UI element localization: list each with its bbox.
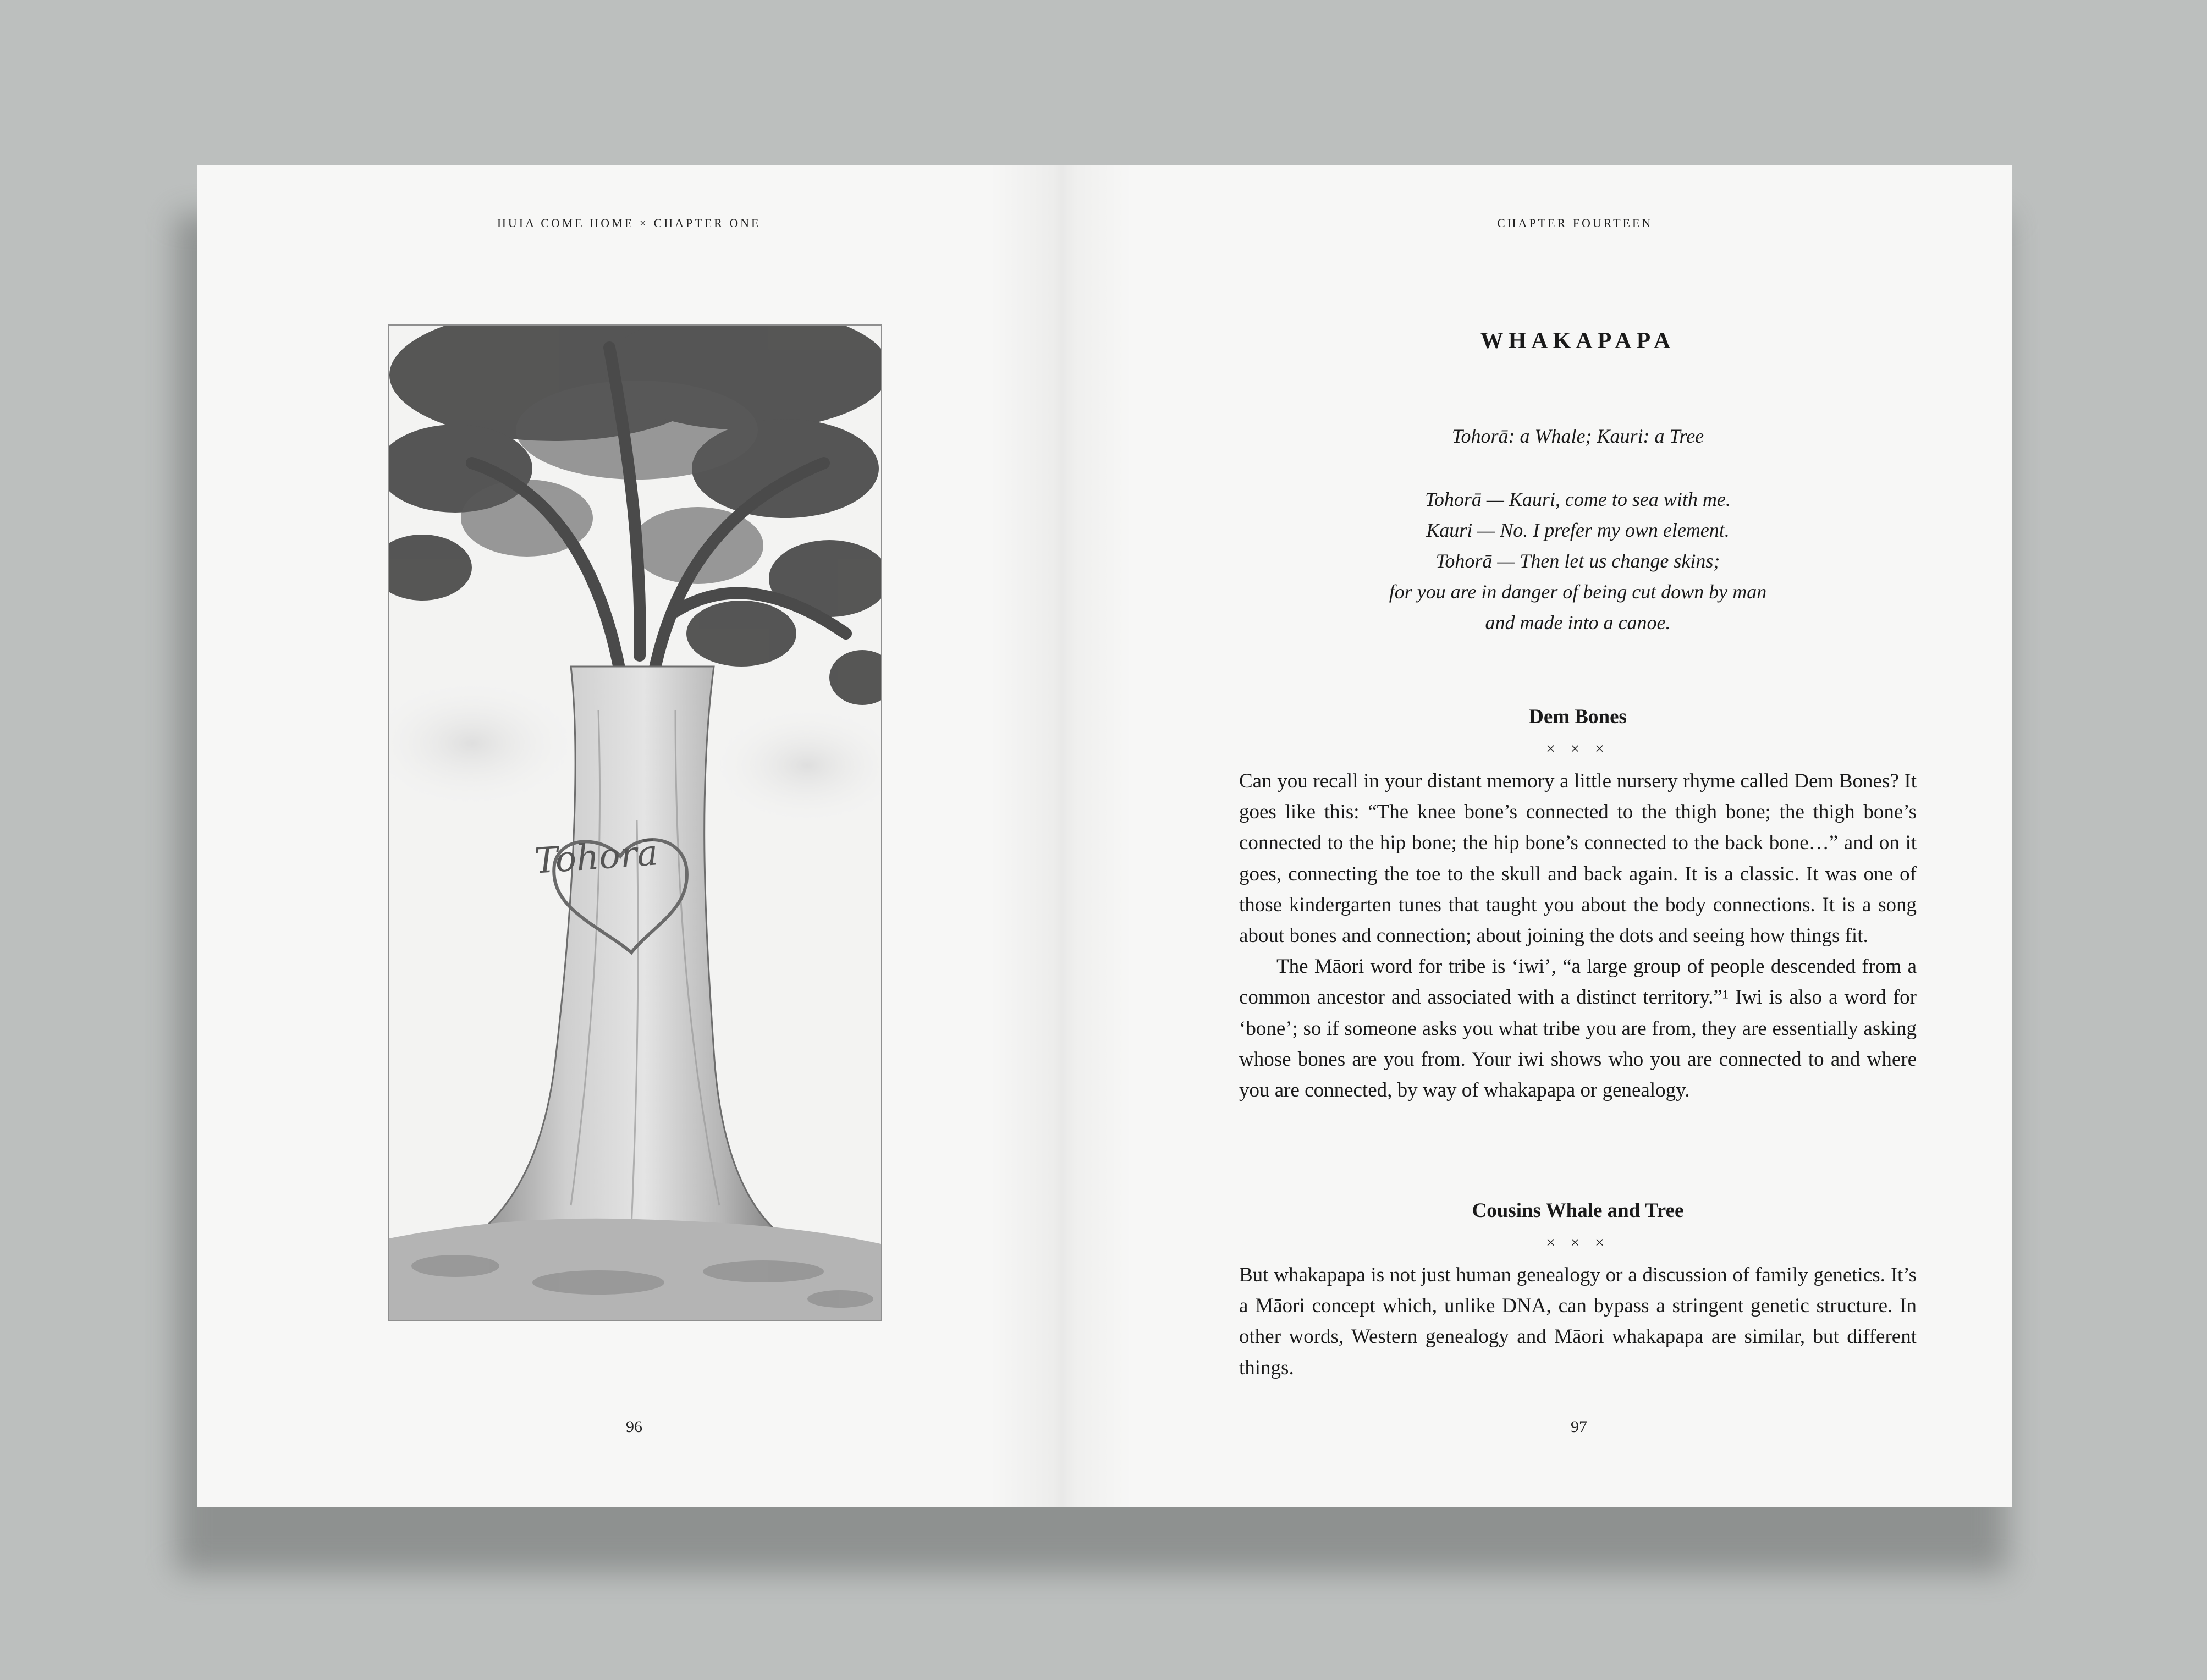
poem-line: Tohorā — Then let us change skins;: [1435, 550, 1720, 572]
tree-illustration: [388, 324, 882, 1321]
left-folio: 96: [626, 1418, 642, 1436]
poem-line: Tohorā — Kauri, come to sea with me.: [1425, 488, 1731, 510]
body-paragraph: The Māori word for tribe is ‘iwi’, “a large group of people descended from a common ancestor and associated with a distinct territory.”¹ Iwi is also a word for ‘bone’; so if someone asks you what tribe you are from, they are essentially asking whose bones are you from. Your iwi shows who you are connected to and where you are connected, by way of whakapapa or genealogy.: [1239, 955, 1917, 1102]
poem-line: and made into a canoe.: [1485, 612, 1671, 634]
section-body-cousins: [1239, 1260, 1917, 1384]
book-gutter: [990, 165, 1133, 1507]
section-body-dem-bones: [1239, 766, 1917, 1106]
body-paragraph: Can you recall in your distant memory a little nursery rhyme called Dem Bones? It goes like this: “The knee bone’s connected to the thigh bone; the thigh bone’s connected to the hip bone; the hip bone’s connected to the back bone…” and on it goes, connecting the toe to the skull and back again. It is a classic. It was one of those kindergarten tunes that taught you about the body connections. It is a song about bones and connection; about joining the dots and seeing how things fit.: [1239, 770, 1917, 948]
section-ornament: × × ×: [1546, 1233, 1610, 1252]
poem-line: Kauri — No. I prefer my own element.: [1426, 519, 1730, 541]
chapter-title: WHAKAPAPA: [1480, 328, 1676, 354]
poem-title: Tohorā: a Whale; Kauri: a Tree: [1451, 425, 1704, 447]
body-paragraph: But whakapapa is not just human genealogy or a discussion of family genetics. It’s a Māori concept which, unlike DNA, can bypass a stringent genetic structure. In other words, Western genealogy and Māori whakapapa are similar, but different things.: [1239, 1264, 1917, 1379]
section-heading-cousins: Cousins Whale and Tree: [1472, 1199, 1684, 1222]
poem: [1239, 484, 1917, 638]
right-folio: 97: [1571, 1418, 1587, 1436]
left-running-head: HUIA COME HOME × CHAPTER ONE: [497, 216, 761, 230]
section-heading-dem-bones: Dem Bones: [1529, 706, 1627, 728]
right-running-head: CHAPTER FOURTEEN: [1497, 216, 1653, 230]
poem-line: for you are in danger of being cut down by man: [1389, 581, 1767, 603]
carved-text: Tohorā: [533, 833, 659, 882]
section-ornament: × × ×: [1546, 740, 1610, 758]
